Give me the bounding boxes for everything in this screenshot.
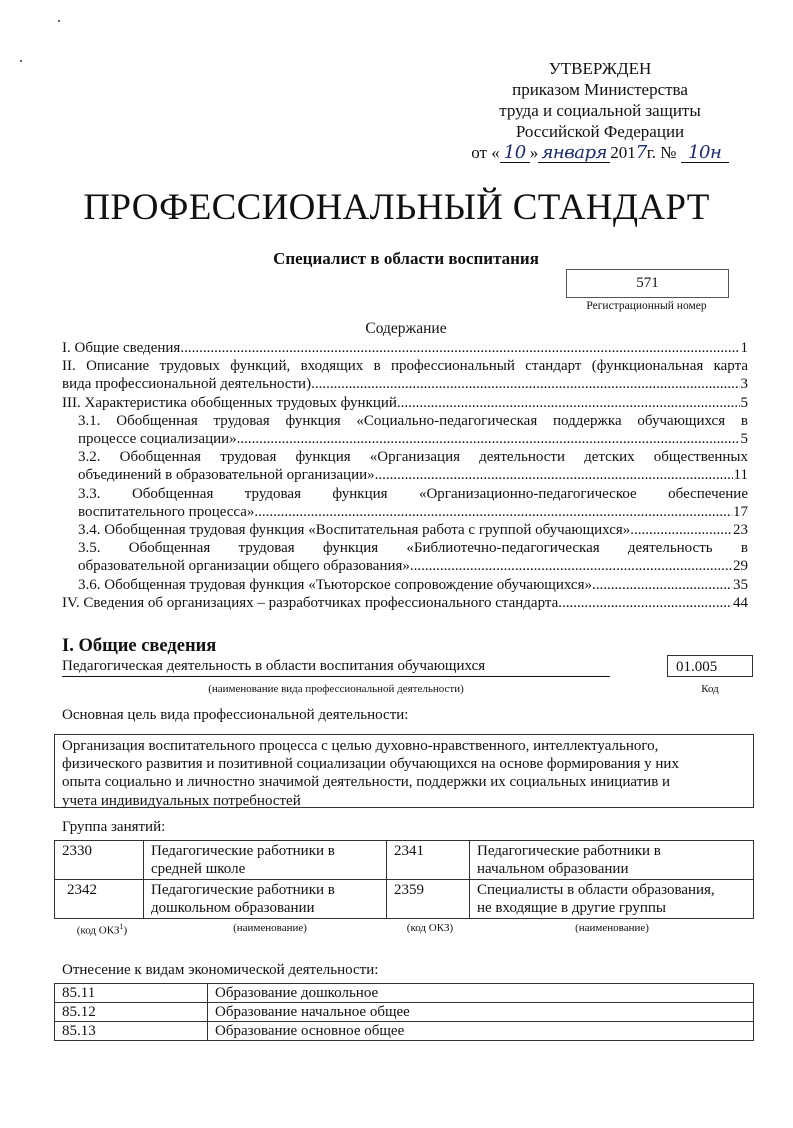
goal-line: физического развития и позитивной социализации обучающихся на основе формирования у них — [62, 756, 679, 773]
approval-line: Российской Федерации — [515, 122, 685, 141]
table-row — [55, 880, 754, 919]
table-row — [55, 841, 754, 880]
section-title: I. Общие сведения — [62, 636, 217, 656]
okz-name-caption: (наименование) — [575, 922, 649, 934]
activity-code-box: 01.005 — [667, 655, 753, 677]
date-mid: » — [529, 143, 539, 162]
toc-leader — [180, 339, 739, 357]
okved-code-cell: 85.12 — [55, 1003, 208, 1022]
okved-code-cell: 85.11 — [55, 984, 208, 1003]
toc-item-text: 3.4. Обобщенная трудовая функция «Воспитательная работа с группой обучающихся» — [78, 522, 631, 539]
toc-item[interactable] — [62, 521, 748, 539]
approval-line: приказом Министерства — [512, 80, 688, 99]
toc-item[interactable] — [62, 485, 748, 521]
toc-page-number: 17 — [733, 503, 748, 520]
okz-name-cell: Специалисты в области образования, не входящие в другие группы — [470, 880, 754, 919]
toc-item-text: процессе социализации» — [78, 431, 237, 448]
okved-name-cell: Образование основное общее — [208, 1022, 754, 1041]
toc-item[interactable] — [62, 394, 748, 412]
okz-code-cell: 2342 — [55, 880, 144, 919]
activity-name-caption: (наименование вида профессиональной деятельности) — [208, 683, 464, 695]
toc-item-text: объединений в образовательной организации» — [78, 467, 375, 484]
toc-item-text: 3.1. Обобщенная трудовая функция «Социально-педагогическая поддержка обучающихся в — [78, 412, 748, 429]
toc-item[interactable] — [62, 594, 748, 612]
okz-code-cell: 2330 — [55, 841, 144, 880]
toc-item-text: I. Общие сведения — [62, 340, 181, 356]
okz-name-caption: (наименование) — [233, 922, 307, 934]
toc-item-text: 3.3. Обобщенная трудовая функция «Организационно-педагогическое обеспечение — [78, 485, 748, 502]
toc-item-text: воспитательного процесса» — [78, 503, 255, 520]
code-caption: Код — [701, 683, 719, 695]
okved-name-cell: Образование дошкольное — [208, 984, 754, 1003]
toc-leader — [410, 557, 732, 575]
goal-line: Организация воспитательного процесса с целью духовно-нравственного, интеллектуального, — [62, 738, 659, 754]
handwritten-order-number: 10н — [681, 144, 729, 163]
toc-item-text: 3.5. Обобщенная трудовая функция «Библиотечно-педагогическая деятельность в — [78, 540, 748, 557]
registration-number-label: Регистрационный номер — [586, 300, 707, 312]
table-row — [55, 1022, 754, 1041]
toc-item[interactable] — [62, 539, 748, 575]
toc-page-number: 5 — [740, 431, 748, 448]
okved-code-cell: 85.13 — [55, 1022, 208, 1041]
toc-leader — [630, 521, 732, 539]
toc-leader — [397, 394, 740, 412]
toc-page-number: 23 — [733, 522, 748, 539]
table-of-contents — [62, 339, 748, 612]
toc-item[interactable] — [62, 339, 748, 357]
table-row — [55, 1003, 754, 1022]
okz-name-cell: Педагогические работники в дошкольном образовании — [144, 880, 387, 919]
toc-item[interactable] — [62, 412, 748, 448]
toc-item[interactable] — [62, 357, 748, 393]
toc-leader — [592, 576, 732, 594]
toc-page-number: 44 — [733, 594, 748, 611]
okz-code-cell: 2341 — [387, 841, 470, 880]
document-subtitle: Специалист в области воспитания — [273, 249, 539, 268]
toc-item-text: II. Описание трудовых функций, входящих в профессиональный стандарт (функциональная карта — [62, 358, 748, 375]
date-suffix: г. № — [646, 143, 677, 162]
scan-speck — [58, 20, 60, 22]
handwritten-year-digit: 7 — [635, 142, 647, 163]
okved-name-cell: Образование начальное общее — [208, 1003, 754, 1022]
approval-line: труда и социальной защиты — [499, 101, 701, 120]
toc-item-text: 3.6. Обобщенная трудовая функция «Тьюторское сопровождение обучающихся» — [78, 576, 592, 593]
handwritten-month: января — [538, 144, 610, 163]
occupation-group-label: Группа занятий: — [62, 819, 166, 835]
goal-label: Основная цель вида профессиональной деятельности: — [62, 707, 409, 723]
toc-item-text: IV. Сведения об организациях – разработчиках профессионального стандарта — [62, 594, 559, 611]
okz-code-cell: 2359 — [387, 880, 470, 919]
toc-leader — [375, 466, 733, 484]
toc-item-text: вида профессиональной деятельности) — [62, 376, 312, 393]
activity-name: Педагогическая деятельность в области воспитания обучающихся — [62, 657, 610, 677]
toc-heading: Содержание — [365, 320, 447, 337]
registration-number-box: 571 — [566, 269, 729, 298]
document-title: ПРОФЕССИОНАЛЬНЫЙ СТАНДАРТ — [83, 187, 710, 228]
toc-page-number: 3 — [740, 376, 748, 393]
toc-item-text: образовательной организации общего образования» — [78, 558, 410, 575]
okz-code-caption: (код ОКЗ) — [406, 922, 454, 934]
toc-item[interactable] — [62, 448, 748, 484]
goal-line: учета индивидуальных потребностей — [62, 792, 301, 809]
approval-line: УТВЕРЖДЕН — [548, 59, 652, 78]
occupation-group-captions — [54, 922, 754, 937]
year-prefix: 201 — [610, 143, 636, 162]
scan-speck — [20, 60, 22, 62]
handwritten-day: 10 — [500, 144, 530, 163]
goal-line: опыта социально и личностно значимой деятельности, поддержки их социальных инициатив и — [62, 774, 671, 791]
economic-activity-table — [54, 983, 754, 1041]
occupation-group-table — [54, 840, 754, 919]
toc-page-number: 29 — [733, 558, 748, 575]
approval-date-line — [420, 142, 780, 163]
toc-page-number: 11 — [733, 467, 748, 484]
toc-item[interactable] — [62, 576, 748, 594]
toc-page-number: 35 — [733, 576, 748, 593]
toc-leader — [558, 594, 732, 612]
toc-page-number: 5 — [740, 394, 748, 411]
toc-page-number: 1 — [740, 340, 748, 356]
table-row — [55, 984, 754, 1003]
toc-item-text: 3.2. Обобщенная трудовая функция «Организация деятельности детских общественных — [78, 449, 748, 466]
okz-name-cell: Педагогические работники в средней школе — [144, 841, 387, 880]
goal-box — [54, 734, 754, 808]
economic-activity-label: Отнесение к видам экономической деятельности: — [62, 962, 379, 978]
toc-leader — [237, 430, 740, 448]
okz-code-caption: (код ОКЗ$^1$) — [76, 922, 128, 937]
okz-name-cell: Педагогические работники в начальном образовании — [470, 841, 754, 880]
approval-block — [420, 58, 780, 163]
toc-leader — [311, 375, 739, 393]
date-prefix: от « — [471, 143, 500, 162]
toc-item-text: III. Характеристика обобщенных трудовых функций — [62, 394, 397, 411]
toc-leader — [254, 503, 732, 521]
